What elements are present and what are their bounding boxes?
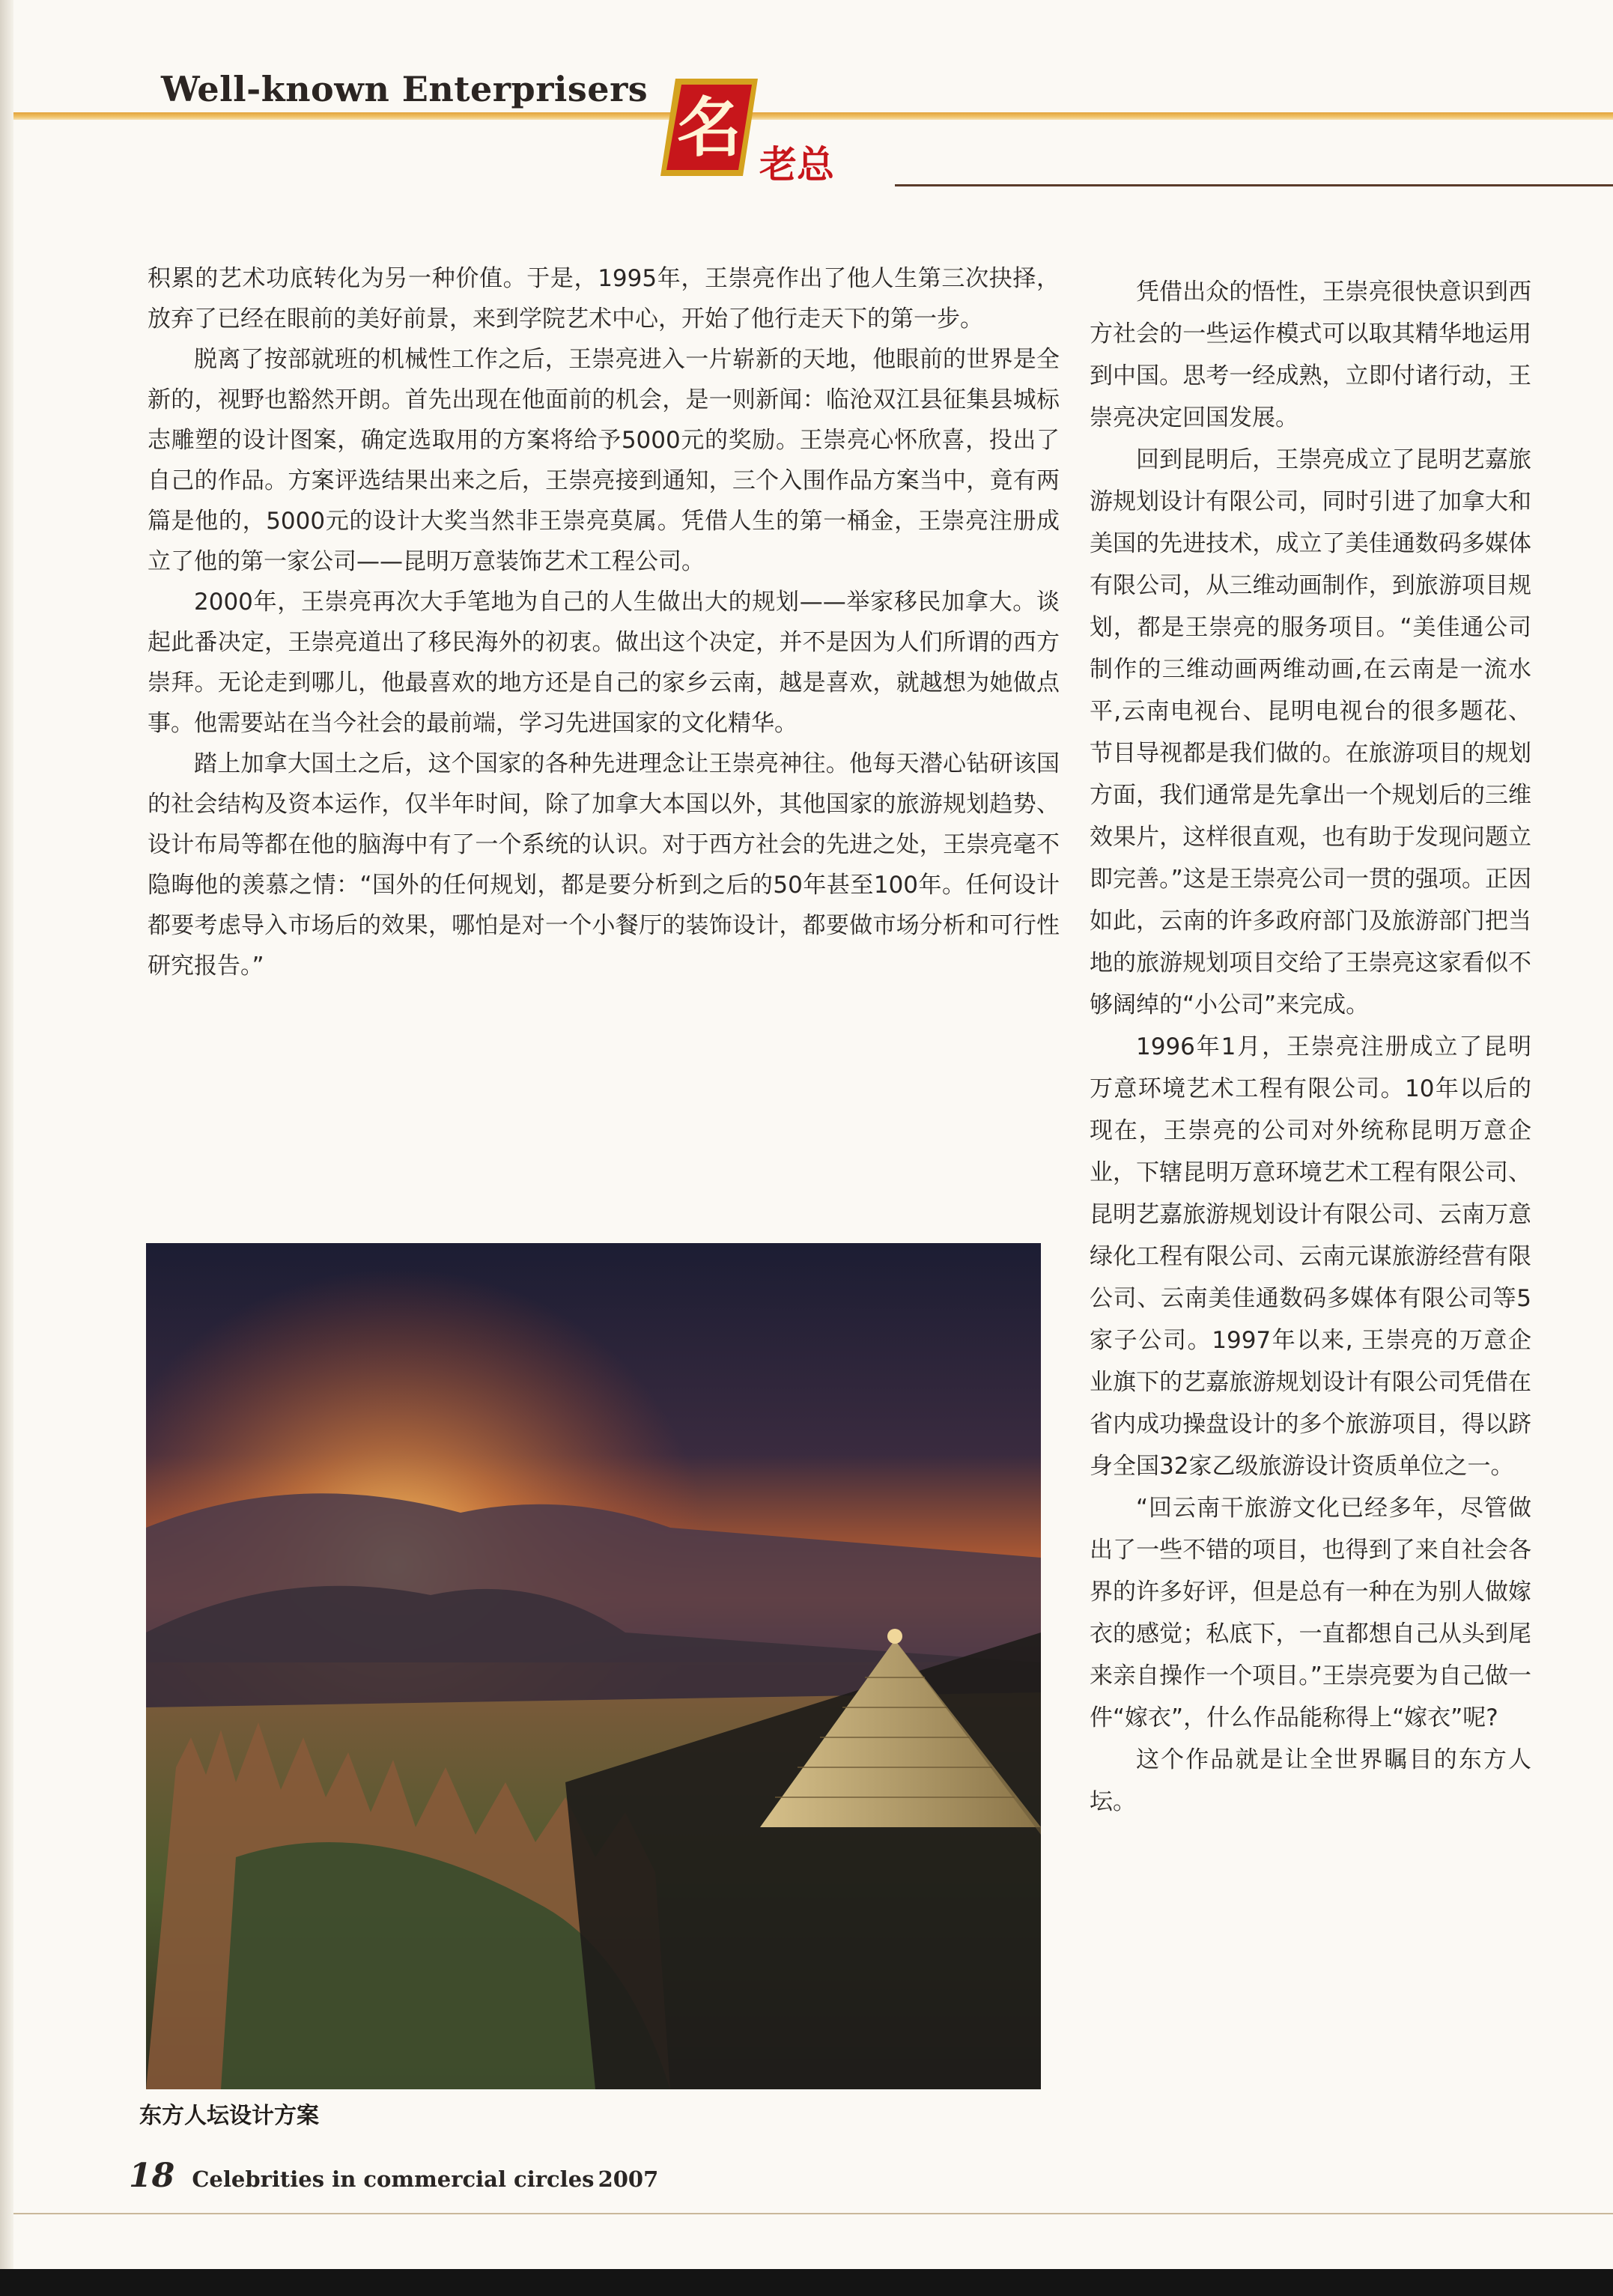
design-rendering-photo: [146, 1243, 1041, 2089]
article-paragraph: 回到昆明后，王崇亮成立了昆明艺嘉旅游规划设计有限公司，同时引进了加拿大和美国的先进技术，成立了美佳通数码多媒体有限公司，从三维动画制作，到旅游项目规划，都是王崇亮的服务项目。“美佳通公司制作的三维动画两维动画,在云南是一流水平,云南电视台、昆明电视台的很多题花、节目导视都是我们做的。在旅游项目的规划方面，我们通常是先拿出一个规划后的三维效果片，这样很直观，也有助于发现问题立即完善。”这是王崇亮公司一贯的强项。正因如此，云南的许多政府部门及旅游部门把当地的旅游规划项目交给了王崇亮这家看似不够阔绰的“小公司”来完成。: [1090, 446, 1531, 1018]
header-gold-rule: [13, 112, 1613, 120]
photo-caption: 东方人坛设计方案: [139, 2103, 319, 2129]
ming-logo-icon: [653, 71, 765, 183]
landscape-pyramid-image: [146, 1243, 1041, 2089]
publication-name: Celebrities in commercial circles: [192, 2166, 595, 2192]
publication-year: 2007: [598, 2166, 659, 2192]
article-paragraph: 这个作品就是让全世界瞩目的东方人坛。: [1090, 1746, 1531, 1815]
page-edge-shadow: [0, 0, 13, 2296]
section-subtitle: 老总: [759, 143, 834, 186]
section-title: Well-known Enterprisers: [161, 69, 648, 109]
scan-bottom-edge: [0, 2269, 1613, 2296]
page-number: 18: [129, 2157, 175, 2195]
page-footer: [129, 2157, 658, 2195]
article-paragraph: 脱离了按部就班的机械性工作之后，王崇亮进入一片崭新的天地，他眼前的世界是全新的，视野也豁然开朗。首先出现在他面前的机会，是一则新闻：临沧双江县征集县城标志雕塑的设计图案，确定选取用的方案将给予5000元的奖励。王崇亮心怀欣喜，投出了自己的作品。方案评选结果出来之后，王崇亮接到通知，三个入围作品方案当中，竟有两篇是他的，5000元的设计大奖当然非王崇亮莫属。凭借人生的第一桶金，王崇亮注册成立了他的第一家公司——昆明万意装饰艺术工程公司。: [148, 346, 1060, 575]
article-right-column: [1090, 271, 1531, 1823]
article-paragraph: 踏上加拿大国土之后，这个国家的各种先进理念让王崇亮神往。他每天潜心钻研该国的社会结构及资本运作，仅半年时间，除了加拿大本国以外，其他国家的旅游规划趋势、设计布局等都在他的脑海中有了一个系统的认识。对于西方社会的先进之处，王崇亮毫不隐晦他的羡慕之情：“国外的任何规划，都是要分析到之后的50年甚至100年。任何设计都要考虑导入市场后的效果，哪怕是对一个小餐厅的装饰设计，都要做市场分析和可行性研究报告。”: [148, 750, 1060, 980]
article-paragraph: 凭借出众的悟性，王崇亮很快意识到西方社会的一些运作模式可以取其精华地运用到中国。思考一经成熟，立即付诸行动，王崇亮决定回国发展。: [1090, 279, 1531, 431]
article-paragraph: 2000年，王崇亮再次大手笔地为自己的人生做出大的规划——举家移民加拿大。谈起此番决定，王崇亮道出了移民海外的初衷。做出这个决定，并不是因为人们所谓的西方崇拜。无论走到哪儿，他最喜欢的地方还是自己的家乡云南，越是喜欢，就越想为她做点事。他需要站在当今社会的最前端，学习先进国家的文化精华。: [148, 589, 1060, 737]
article-paragraph: 积累的艺术功底转化为另一种价值。于是，1995年，王崇亮作出了他人生第三次抉择，放弃了已经在眼前的美好前景，来到学院艺术中心，开始了他行走天下的第一步。: [148, 265, 1060, 332]
footer-rule: [13, 2213, 1613, 2214]
logo-char: 名: [677, 90, 741, 165]
article-paragraph: “回云南干旅游文化已经多年，尽管做出了一些不错的项目，也得到了来自社会各界的许多好评，但是总有一种在为别人做嫁衣的感觉；私底下，一直都想自己从头到尾来亲自操作一个项目。”王崇亮要为自己做一件“嫁衣”，什么作品能称得上“嫁衣”呢?: [1090, 1495, 1531, 1731]
article-left-column: [148, 258, 1060, 986]
header-dark-rule: [895, 184, 1613, 186]
article-paragraph: 1996年1月，王崇亮注册成立了昆明万意环境艺术工程有限公司。10年以后的现在，王崇亮的公司对外统称昆明万意企业，下辖昆明万意环境艺术工程有限公司、昆明艺嘉旅游规划设计有限公司、云南万意绿化工程有限公司、云南元谋旅游经营有限公司、云南美佳通数码多媒体有限公司等5家子公司。1997年以来, 王崇亮的万意企业旗下的艺嘉旅游规划设计有限公司凭借在省内成功操盘设计的多个旅游项目，得以跻身全国32家乙级旅游设计资质单位之一。: [1090, 1033, 1531, 1480]
